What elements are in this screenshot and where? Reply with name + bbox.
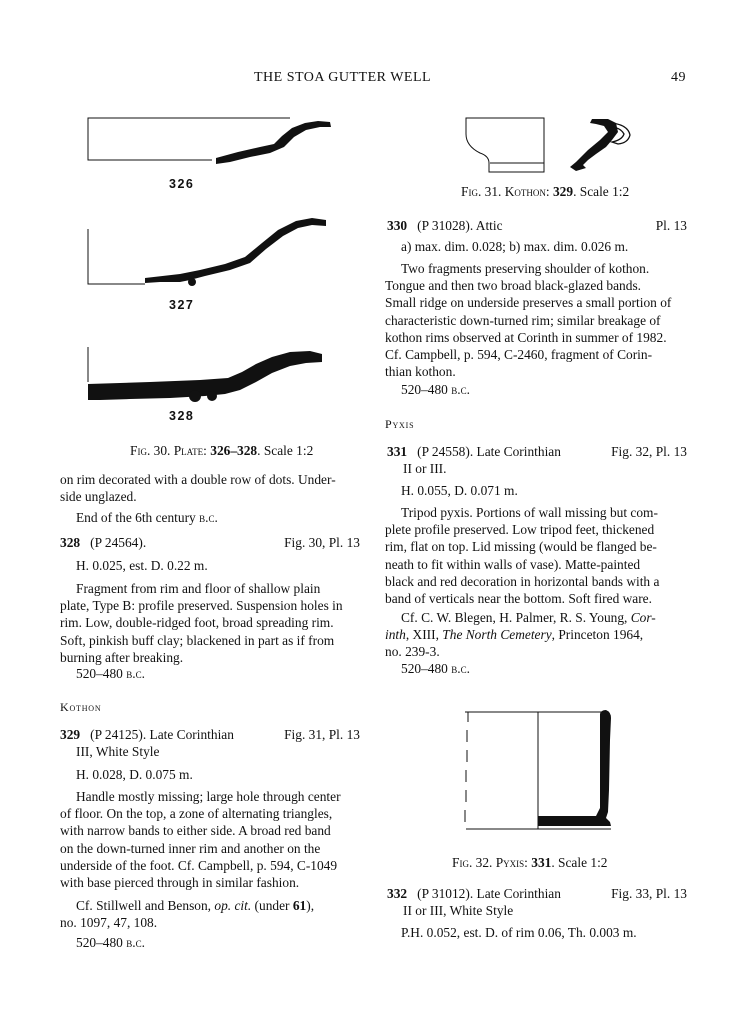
desc-329: Handle mostly missing; large hole through center of floor. On the top, a zone of alternating triangles, with narrow bands to either side. A broad red band on the down-turned inner rim and another on the underside of the foot. Cf. Campbell, p. 594, C-1049 with base pierced through in similar fashion. (60, 789, 341, 891)
date-continued: End of the 6th century b.c. (76, 510, 218, 525)
dims-329: H. 0.028, D. 0.075 m. (76, 767, 193, 782)
cf-331: Cf. C. W. Blegen, H. Palmer, R. S. Young, Cor- inth, XIII, The North Cemetery, Princeton 1964, no. 239-3. (385, 610, 656, 660)
date-330: 520–480 b.c. (401, 382, 470, 397)
dims-331: H. 0.055, D. 0.071 m. (401, 483, 518, 498)
dims-328: H. 0.025, est. D. 0.22 m. (76, 558, 208, 573)
date-328: 520–480 b.c. (76, 666, 145, 681)
catalogue-entry-332: 332 (P 31012). Late Corinthian Fig. 33, Pl. 13 II or III, White Style (387, 886, 687, 919)
page-number: 49 (671, 70, 686, 85)
continued-text: on rim decorated with a double row of dots. Under- side unglazed. (60, 472, 336, 505)
cf-329: Cf. Stillwell and Benson, op. cit. (under 61), no. 1097, 47, 108. (60, 898, 315, 931)
fig30-label-327: 327 (169, 298, 195, 312)
catalogue-entry-331: 331 (P 24558). Late Corinthian Fig. 32, Pl. 13 II or III. (387, 444, 687, 477)
date-331: 520–480 b.c. (401, 661, 470, 676)
catalogue-entry-330: 330 (P 31028). Attic Pl. 13 (387, 218, 687, 233)
catalogue-entry-328: 328 (P 24564). Fig. 30, Pl. 13 (60, 535, 360, 550)
date-329: 520–480 b.c. (76, 935, 145, 950)
fig30-label-326: 326 (169, 177, 195, 191)
dims-332: P.H. 0.052, est. D. of rim 0.06, Th. 0.003 m. (401, 925, 637, 940)
fig30-caption: Fig. 30. Plate: 326–328. Scale 1:2 (130, 443, 314, 458)
running-title: THE STOA GUTTER WELL (254, 70, 432, 85)
fig32-caption: Fig. 32. Pyxis: 331. Scale 1:2 (452, 855, 608, 870)
desc-331: Tripod pyxis. Portions of wall missing but com- plete profile preserved. Low tripod feet, thickened rim, flat on top. Lid missing (would be flanged be- neath to fit within walls of vase). Matte-painted black and red decoration in horizontal bands with a band of verticals near the bottom. Soft fired ware. (385, 505, 660, 607)
dims-330: a) max. dim. 0.028; b) max. dim. 0.026 m. (401, 239, 629, 254)
desc-330: Two fragments preserving shoulder of kothon. Tongue and then two broad black-glazed bands. Small ridge on underside preserves a small portion of characteristic down-turned rim; similar breakage of kothon rims observed at Corinth in summer of 1982. Cf. Campbell, p. 594, C-2460, fragment of Corin- thian kothon. (385, 261, 672, 380)
section-heading-kothon: Kothon (60, 700, 102, 714)
fig31-caption: Fig. 31. Kothon: 329. Scale 1:2 (461, 184, 630, 199)
fig30-label-328: 328 (169, 409, 195, 423)
section-heading-pyxis: Pyxis (385, 417, 415, 431)
catalogue-entry-329: 329 (P 24125). Late Corinthian Fig. 31, Pl. 13 III, White Style (60, 727, 360, 760)
desc-328: Fragment from rim and floor of shallow plain plate, Type B: profile preserved. Suspension holes in rim. Low, double-ridged foot, broad spreading rim. Soft, pinkish buff clay; blackened in part as if from burning after breaking. (60, 581, 343, 665)
